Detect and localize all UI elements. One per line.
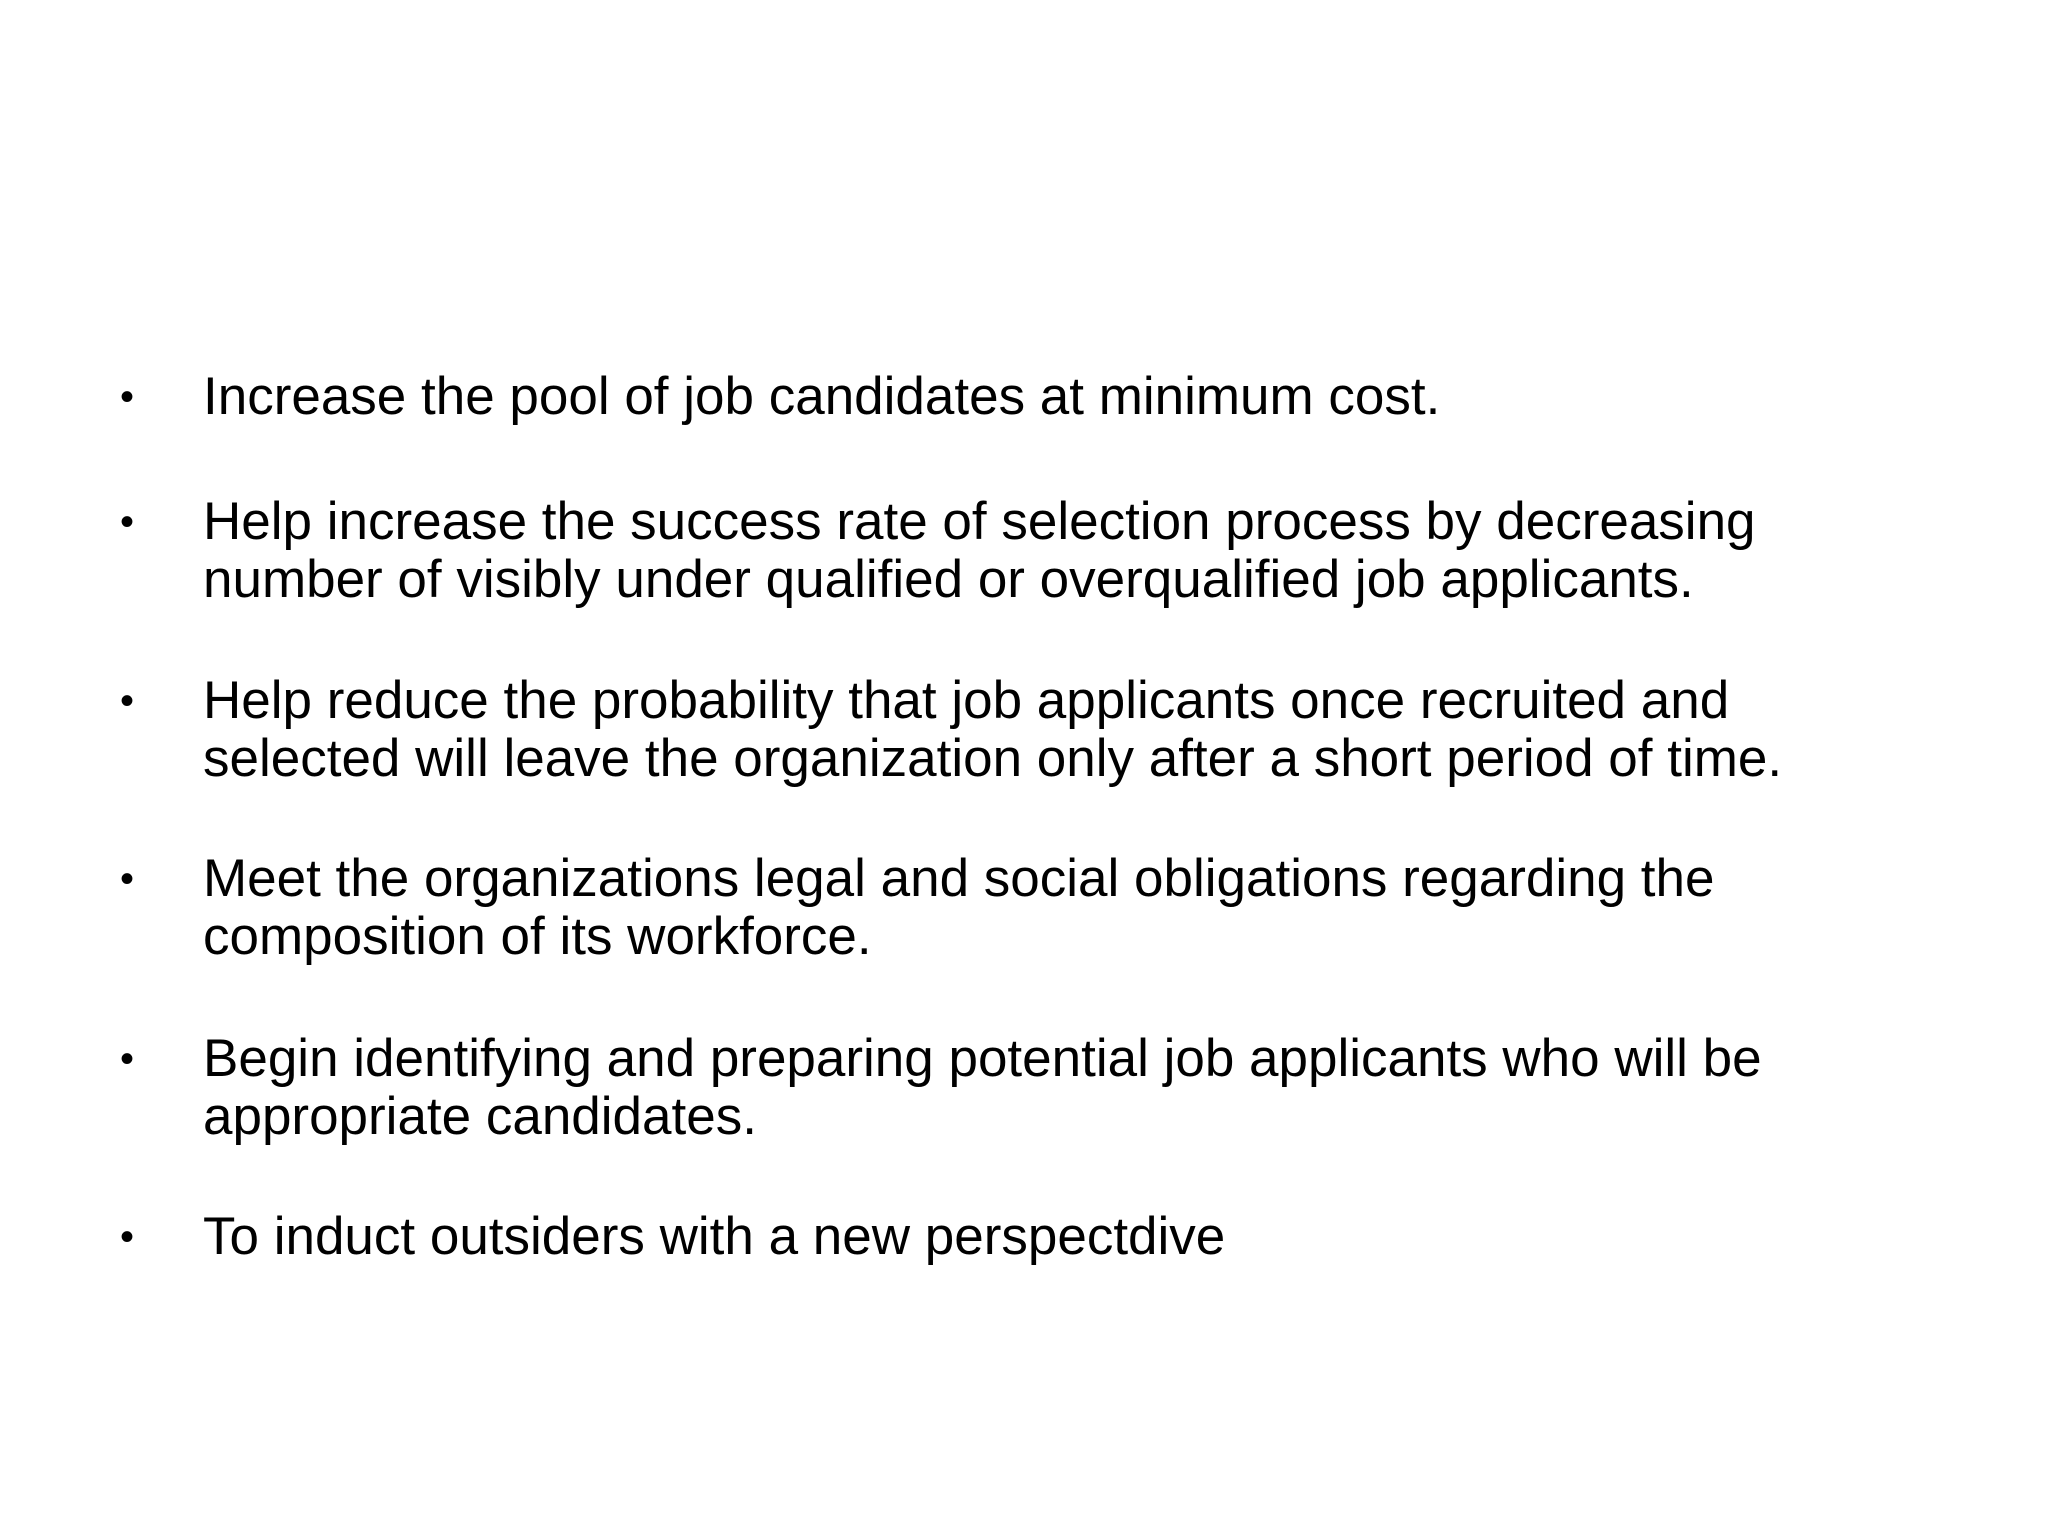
bullet-icon: • — [120, 857, 135, 901]
bullet-text: Help increase the success rate of selection process by decreasing number of visibly under qualified or overqualified job applicants. — [203, 492, 1756, 609]
bullet-icon: • — [120, 1215, 135, 1259]
bullet-text: Begin identifying and preparing potential job applicants who will be appropriate candidates. — [203, 1029, 1762, 1146]
bullet-icon: • — [120, 375, 135, 419]
bullet-icon: • — [120, 1037, 135, 1081]
bullet-text: Meet the organizations legal and social obligations regarding the composition of its workforce. — [203, 849, 1715, 966]
bullet-text: Increase the pool of job candidates at minimum cost. — [203, 367, 1441, 426]
bullet-text: To induct outsiders with a new perspectdive — [203, 1207, 1226, 1266]
bullet-icon: • — [120, 679, 135, 723]
bullet-text: Help reduce the probability that job applicants once recruited and selected will leave the organization only after a short period of time. — [203, 671, 1783, 788]
bullet-icon: • — [120, 500, 135, 544]
